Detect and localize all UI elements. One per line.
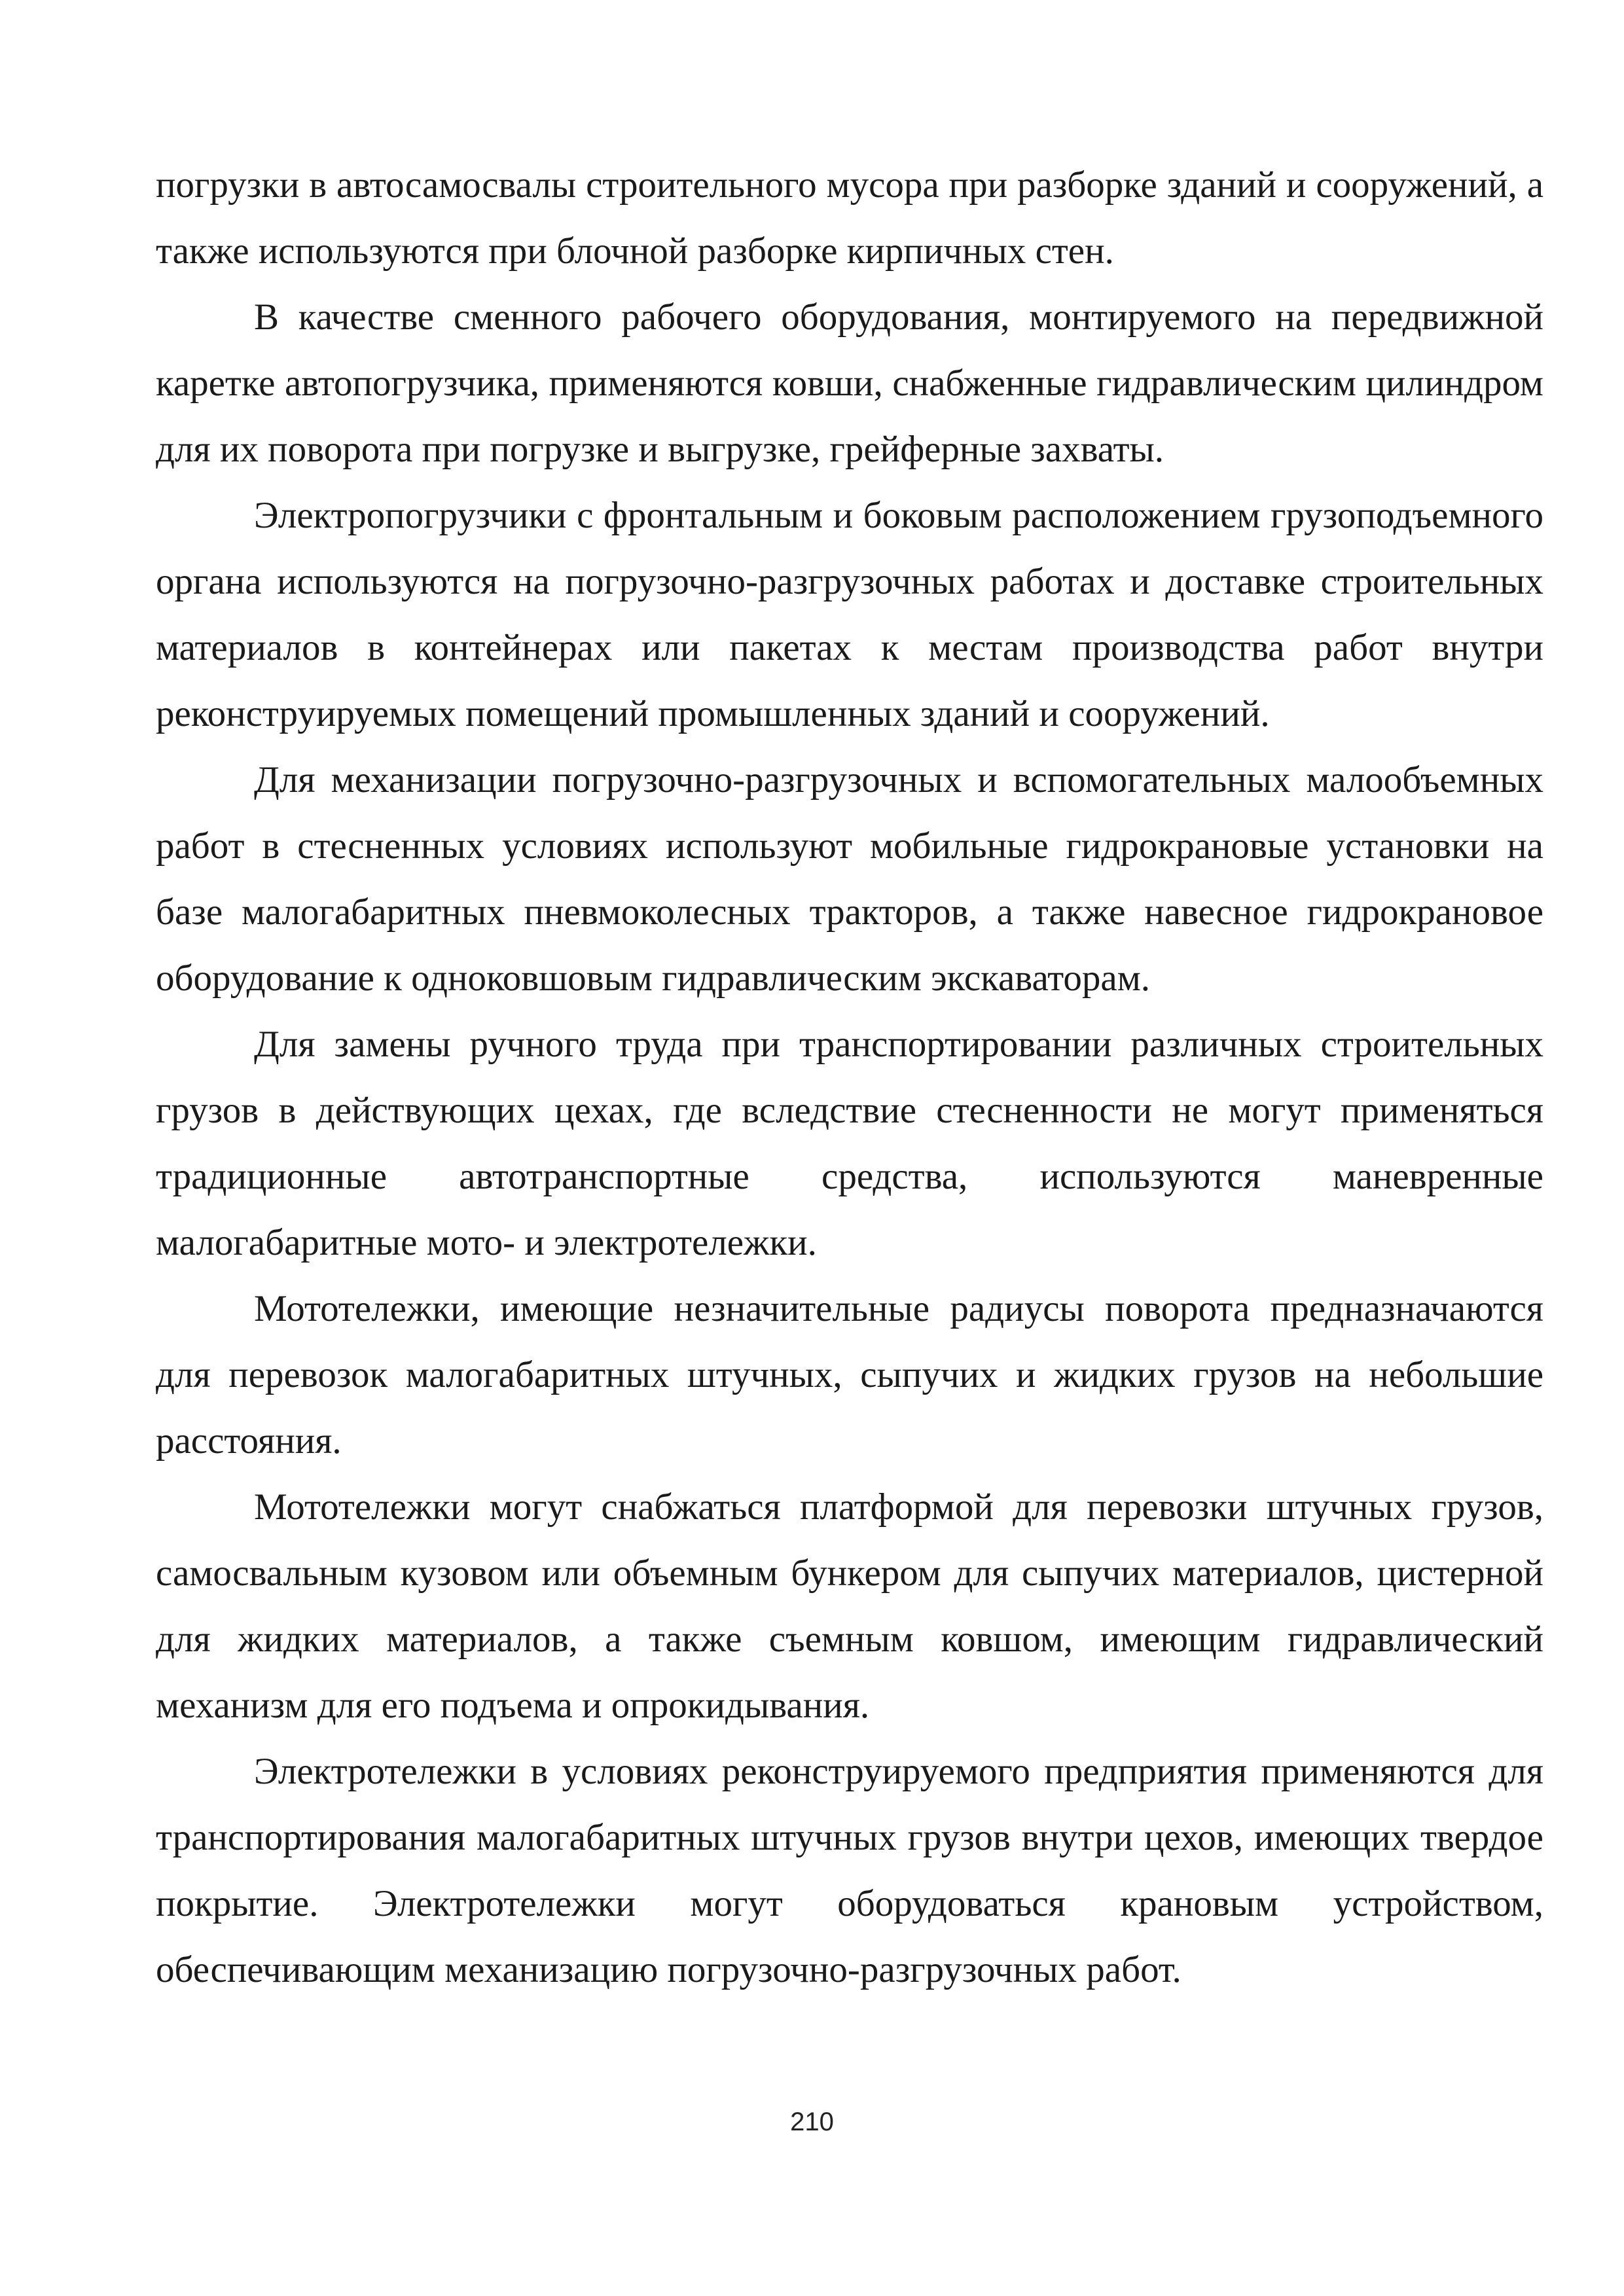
paragraph-continuation: погрузки в автосамосвалы строительного мусора при разборке зданий и сооружений, а также используются при блочной разборке кирпичных стен. (156, 164, 1543, 272)
paragraph: Для замены ручного труда при транспортировании различных строительных грузов в действующих цехах, где вследствие стесненности не могут применяться традиционные автотранспортные средства, используются маневренные малогабаритные мото- и электротележки. (156, 1024, 1543, 1263)
paragraph: Для механизации погрузочно-разгрузочных и вспомогательных малообъемных работ в стесненных условиях используют мобильные гидрокрановые установки на базе малогабаритных пневмоколесных тракторов, а также навесное гидрокрановое оборудование к одноковшовым гидравлическим экскаваторам. (156, 759, 1543, 999)
paragraph: Мототележки могут снабжаться платформой для перевозки штучных грузов, самосвальным кузовом или объемным бункером для сыпучих материалов, цистерной для жидких материалов, а также съемным ковшом, имеющим гидравлический механизм для его подъема и опрокидывания. (156, 1486, 1543, 1726)
paragraph: В качестве сменного рабочего оборудования, монтируемого на передвижной каретке автопогрузчика, применяются ковши, снабженные гидравлическим цилиндром для их поворота при погрузке и выгрузке, грейферные захваты. (156, 296, 1543, 470)
paragraph: Электропогрузчики с фронтальным и боковым расположением грузоподъемного органа используются на погрузочно-разгрузочных работах и доставке строительных материалов в контейнерах или пакетах к местам производства работ внутри реконструируемых помещений промышленных зданий и сооружений. (156, 495, 1543, 734)
page-number: 210 (790, 2108, 834, 2136)
paragraph: Мототележки, имеющие незначительные радиусы поворота предназначаются для перевозок малогабаритных штучных, сыпучих и жидких грузов на небольшие расстояния. (156, 1288, 1543, 1462)
document-body (156, 152, 1543, 2003)
paragraph: Электротележки в условиях реконструируемого предприятия применяются для транспортирования малогабаритных штучных грузов внутри цехов, имеющих твердое покрытие. Электротележки могут оборудоваться крановым устройством, обеспечивающим механизацию погрузочно-разгрузочных работ. (156, 1751, 1543, 1990)
